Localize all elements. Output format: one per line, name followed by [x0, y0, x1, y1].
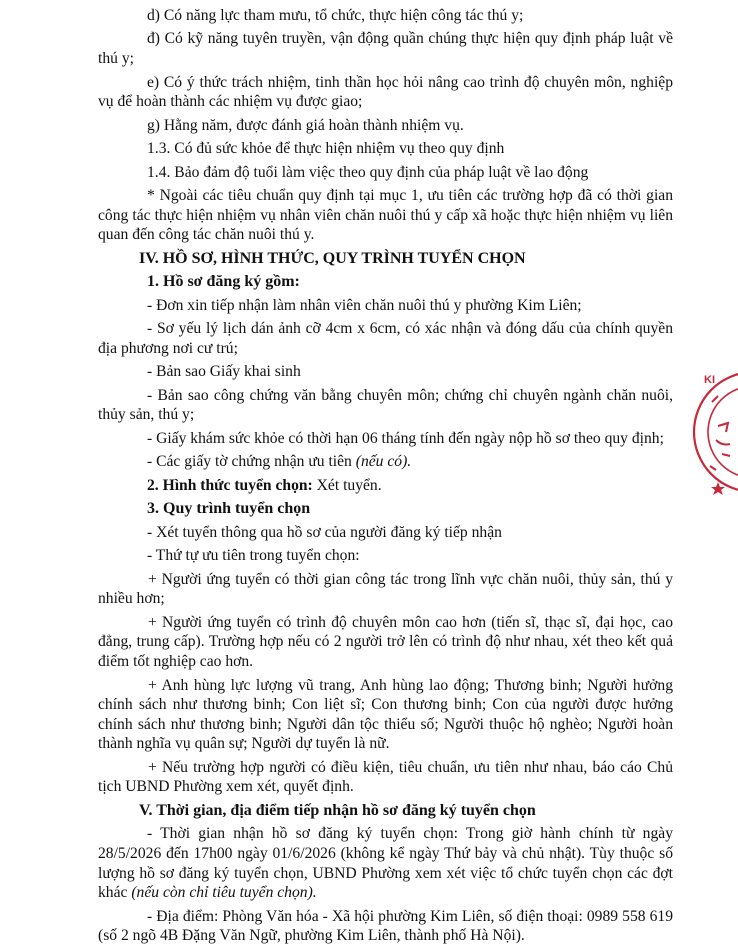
- section-v-heading: V. Thời gian, địa điểm tiếp nhận hồ sơ đăng ký tuyển chọn: [139, 801, 536, 819]
- official-seal-icon: [688, 368, 738, 496]
- priority-3: + Anh hùng lực lượng vũ trang, Anh hùng lao động; Thương binh; Người hưởng chính sách như thương binh; Con liệt sĩ; Con thương binh; Con của người được hưởng chính sách như thương binh; Người dân tộc thiểu số; Người thuộc hộ nghèo; Người hoàn thành nghĩa vụ quân sự; Người dự tuyển là nữ.: [98, 676, 673, 753]
- priority-4: + Nếu trường hợp người có điều kiện, tiêu chuẩn, ưu tiên như nhau, báo cáo Chủ tịch UBND Phường xem xét, quyết định.: [98, 758, 673, 796]
- priority-note: * Ngoài các tiêu chuẩn quy định tại mục 1, ưu tiên các trường hợp đã có thời gian công tác thực hiện nhiệm vụ nhân viên chăn nuôi thú y cấp xã hoặc thực hiện nhiệm vụ liên quan đến công tác chăn nuôi thú y.: [98, 187, 673, 244]
- receipt-location: - Địa điểm: Phòng Văn hóa - Xã hội phường Kim Liên, số điện thoại: 0989 558 619 (số 2 ngõ 4B Đặng Văn Ngữ, phường Kim Liên, thành phố Hà Nội).: [98, 907, 673, 945]
- priority-2: + Người ứng tuyển có trình độ chuyên môn cao hơn (tiến sĩ, thạc sĩ, đại học, cao đẳng, trung cấp). Trường hợp nếu có 2 người trở lên có trình độ như nhau, xét theo kết quả điểm tốt nghiệp cao hơn.: [98, 613, 673, 671]
- dossier-item-1: - Đơn xin tiếp nhận làm nhân viên chăn nuôi thú y phường Kim Liên;: [147, 296, 582, 314]
- criteria-g: g) Hằng năm, được đánh giá hoàn thành nhiệm vụ.: [147, 116, 464, 134]
- dossier-item-4: - Bản sao công chứng văn bằng chuyên môn; chứng chỉ chuyên ngành chăn nuôi, thủy sản, thú y;: [98, 386, 673, 424]
- dossier-item-6-text: - Các giấy tờ chứng nhận ưu tiên: [147, 453, 356, 471]
- dossier-item-6: [98, 452, 673, 472]
- criteria-1-3: 1.3. Có đủ sức khỏe để thực hiện nhiệm vụ theo quy định: [147, 140, 505, 158]
- section-2-line: [98, 476, 673, 496]
- section-2-heading: 2. Hình thức tuyển chọn:: [147, 476, 313, 494]
- section-2-value: Xét tuyển.: [312, 476, 382, 494]
- dossier-item-3: - Bản sao Giấy khai sinh: [147, 363, 301, 381]
- seal-inner-ring: [708, 386, 738, 478]
- criteria-d: d) Có năng lực tham mưu, tổ chức, thực hiện công tác thú y;: [147, 7, 524, 24]
- section-3-heading: 3. Quy trình tuyển chọn: [147, 500, 311, 518]
- seal-outer-ring: [694, 372, 738, 492]
- priority-1: + Người ứng tuyển có thời gian công tác trong lĩnh vực chăn nuôi, thủy sản, thú y nhiều hơn;: [98, 570, 673, 608]
- dossier-item-6-note: (nếu có).: [355, 453, 412, 471]
- dossier-item-2: - Sơ yếu lý lịch dán ảnh cỡ 4cm x 6cm, có xác nhận và đóng dấu của chính quyền địa phương nơi cư trú;: [98, 320, 673, 357]
- seal-text: KI: [704, 374, 715, 386]
- process-item-2: - Thứ tự ưu tiên trong tuyển chọn:: [147, 547, 360, 565]
- criteria-dd: đ) Có kỹ năng tuyên truyền, vận động quần chúng thực hiện quy định pháp luật về thú y;: [98, 30, 673, 68]
- document-body: [98, 6, 673, 950]
- criteria-1-4: 1.4. Bảo đảm độ tuổi làm việc theo quy định của pháp luật về lao động: [147, 163, 589, 181]
- criteria-e: e) Có ý thức trách nhiệm, tinh thần học hỏi nâng cao trình độ chuyên môn, nghiệp vụ để hoàn thành các nhiệm vụ được giao;: [98, 73, 673, 111]
- receipt-time-text: - Thời gian nhận hồ sơ đăng ký tuyển chọn: Trong giờ hành chính từ ngày 28/5/2026 đến 17h00 ngày 01/6/2026 (không kể ngày Thứ bảy và chủ nhật). Tùy thuộc số lượng hồ sơ đăng ký tuyển chọn, UBND Phường xem xét việc tổ chức tuyển chọn các đợt khác: [98, 825, 673, 902]
- process-item-1: - Xét tuyển thông qua hồ sơ của người đăng ký tiếp nhận: [147, 523, 502, 541]
- seal-emblem-strokes: [710, 396, 730, 470]
- receipt-time-note: (nếu còn chỉ tiêu tuyển chọn).: [131, 884, 317, 902]
- section-iv-heading: IV. HỒ SƠ, HÌNH THỨC, QUY TRÌNH TUYỂN CHỌN: [139, 249, 526, 267]
- receipt-time: [98, 824, 673, 902]
- dossier-item-5: - Giấy khám sức khỏe có thời hạn 06 tháng tính đến ngày nộp hồ sơ theo quy định;: [147, 429, 664, 447]
- section-1-heading: 1. Hồ sơ đăng ký gồm:: [147, 273, 300, 291]
